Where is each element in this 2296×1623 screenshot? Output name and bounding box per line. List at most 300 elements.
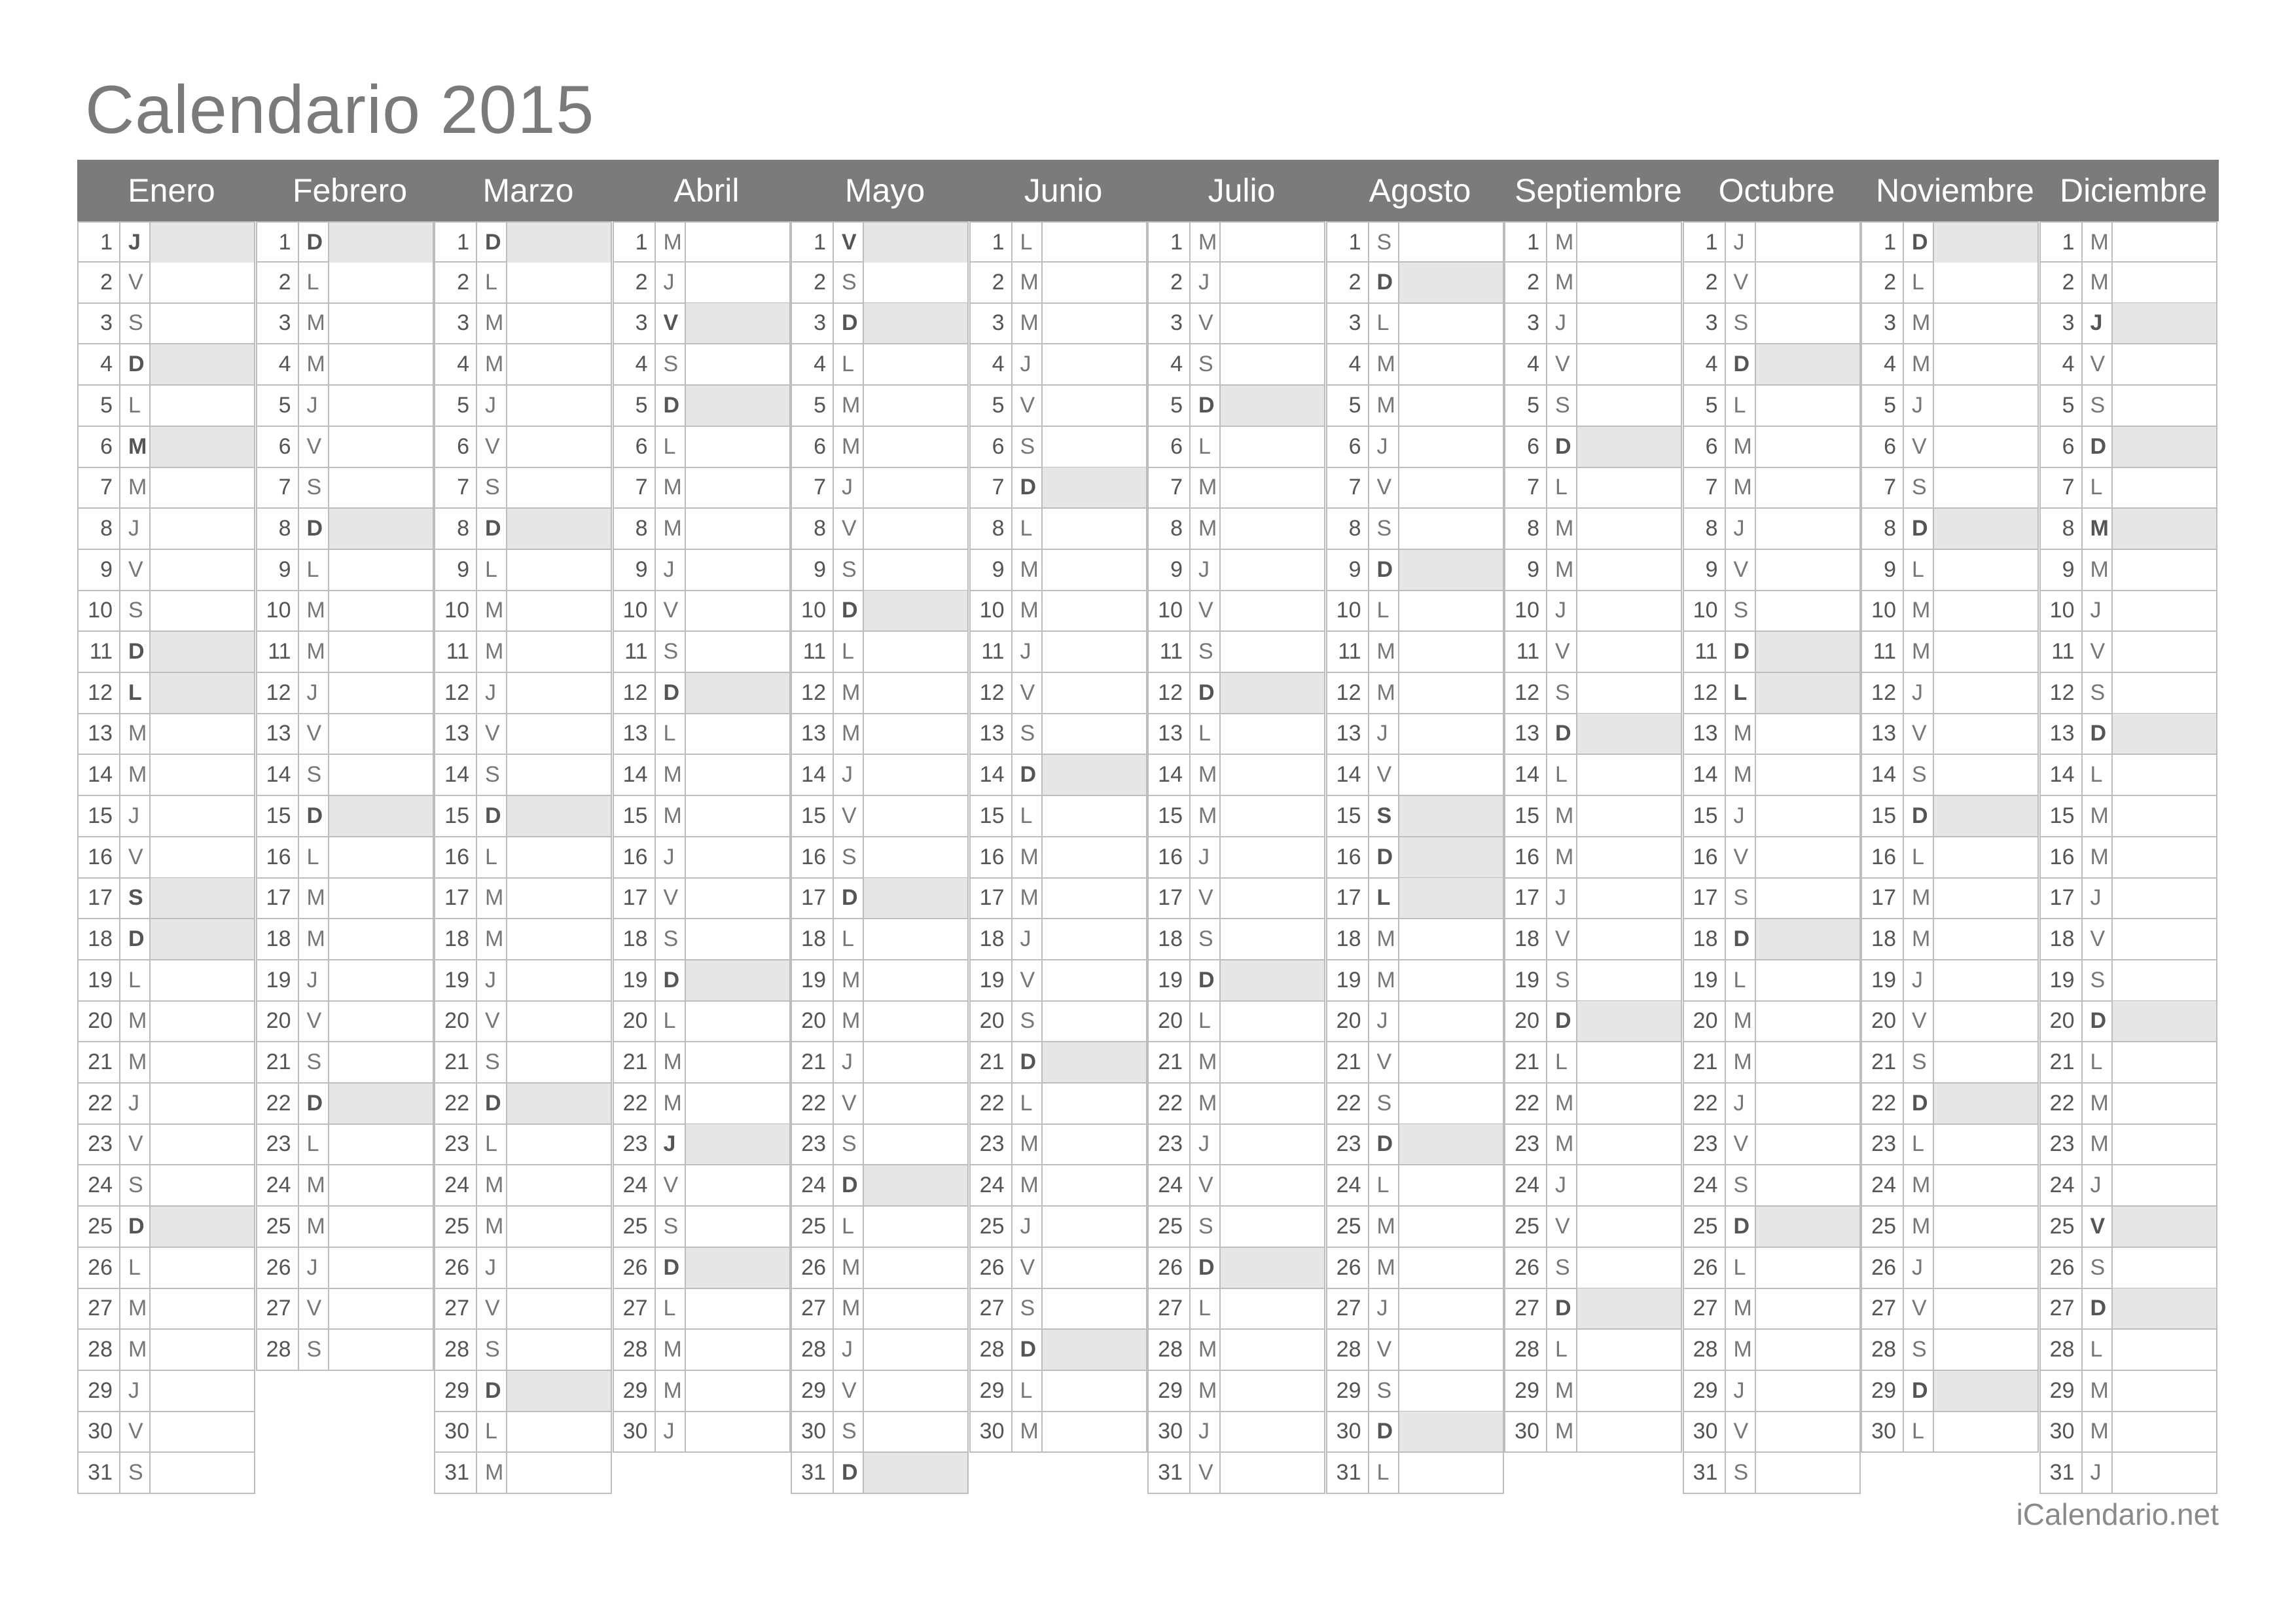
- day-cell: [434, 755, 612, 796]
- day-cell: [1861, 919, 2039, 960]
- note-space: [1221, 1371, 1324, 1411]
- note-space: [864, 755, 967, 795]
- weekday-letter: M: [1369, 673, 1399, 713]
- day-cell: [1504, 714, 1682, 755]
- weekday-letter: D: [834, 1165, 864, 1205]
- day-number: 16: [971, 837, 1013, 877]
- note-space: [329, 467, 433, 507]
- day-cell: [77, 1207, 255, 1248]
- day-number: 17: [1505, 878, 1547, 918]
- day-cell: [1683, 796, 1861, 837]
- day-cell: [969, 632, 1147, 673]
- day-number: 8: [257, 509, 299, 549]
- note-space: [1221, 796, 1324, 836]
- weekday-letter: D: [1191, 960, 1221, 1000]
- day-cell: [1683, 550, 1861, 591]
- note-space: [507, 1001, 611, 1041]
- day-cell: [1504, 1412, 1682, 1453]
- day-number: 14: [435, 755, 477, 795]
- day-cell: [1147, 1001, 1325, 1042]
- note-space: [1934, 386, 2037, 426]
- day-cell: [1861, 386, 2039, 427]
- day-number: 29: [435, 1371, 477, 1411]
- note-space: [1221, 1412, 1324, 1451]
- day-number: 2: [1505, 263, 1547, 302]
- day-number: 3: [1327, 303, 1369, 343]
- month-name-enero: Enero: [128, 172, 215, 209]
- weekday-letter: J: [1904, 960, 1934, 1000]
- day-cell: [1861, 550, 2039, 591]
- note-space: [1934, 1288, 2037, 1328]
- note-space: [329, 223, 433, 263]
- day-number: 11: [1684, 632, 1726, 672]
- day-cell: [791, 1124, 969, 1165]
- day-cell: [256, 427, 434, 468]
- day-cell: [1861, 878, 2039, 919]
- day-cell: [791, 673, 969, 714]
- day-number: 29: [614, 1371, 656, 1411]
- day-cell: [613, 673, 791, 714]
- day-cell: [791, 591, 969, 632]
- day-number: 20: [1327, 1001, 1369, 1041]
- weekday-letter: J: [1191, 263, 1221, 302]
- day-cell: [613, 1165, 791, 1207]
- weekday-letter: L: [477, 263, 507, 302]
- day-cell: [77, 1165, 255, 1207]
- day-cell: [1147, 960, 1325, 1002]
- month-name-marzo: Marzo: [482, 172, 574, 209]
- note-space: [864, 837, 967, 877]
- note-space: [686, 673, 789, 713]
- day-cell: [1683, 427, 1861, 468]
- weekday-letter: D: [1013, 755, 1043, 795]
- weekday-letter: M: [477, 1453, 507, 1493]
- weekday-letter: L: [1369, 1165, 1399, 1205]
- day-cell: [1147, 796, 1325, 837]
- day-cell: [1147, 837, 1325, 879]
- note-space: [151, 1288, 254, 1328]
- note-space: [329, 1001, 433, 1041]
- weekday-letter: M: [1904, 1207, 1934, 1247]
- day-cell: [434, 1124, 612, 1165]
- weekday-letter: M: [1369, 919, 1399, 959]
- note-space: [2113, 467, 2216, 507]
- day-cell: [1147, 263, 1325, 304]
- note-space: [2113, 1124, 2216, 1164]
- day-cell: [77, 263, 255, 304]
- weekday-letter: D: [1369, 1124, 1399, 1164]
- day-number: 18: [435, 919, 477, 959]
- day-cell: [2039, 673, 2217, 714]
- note-space: [1043, 1330, 1146, 1370]
- weekday-letter: S: [299, 1042, 329, 1082]
- day-cell: [1683, 221, 1861, 263]
- month-name-octubre: Octubre: [1718, 172, 1835, 209]
- day-number: 6: [435, 427, 477, 467]
- day-number: 11: [79, 632, 120, 672]
- note-space: [1577, 1288, 1681, 1328]
- weekday-letter: M: [834, 427, 864, 467]
- day-number: 3: [1505, 303, 1547, 343]
- weekday-letter: D: [1904, 796, 1934, 836]
- note-space: [507, 837, 611, 877]
- day-cell: [1504, 632, 1682, 673]
- day-number: 7: [1684, 467, 1726, 507]
- weekday-letter: M: [299, 1165, 329, 1205]
- day-cell: [1504, 1084, 1682, 1125]
- weekday-letter: M: [834, 960, 864, 1000]
- weekday-letter: L: [2083, 1042, 2113, 1082]
- day-cell: [1683, 467, 1861, 509]
- day-cell: [791, 344, 969, 386]
- weekday-letter: M: [2083, 1412, 2113, 1451]
- note-space: [1577, 303, 1681, 343]
- day-number: 17: [971, 878, 1013, 918]
- weekday-letter: S: [1904, 467, 1934, 507]
- note-space: [507, 673, 611, 713]
- day-number: 5: [2041, 386, 2083, 426]
- day-cell: [434, 509, 612, 550]
- day-number: 13: [1505, 714, 1547, 754]
- day-number: 27: [1505, 1288, 1547, 1328]
- day-number: 31: [79, 1453, 120, 1493]
- weekday-letter: V: [1726, 837, 1756, 877]
- note-space: [2113, 427, 2216, 467]
- weekday-letter: S: [656, 919, 686, 959]
- note-space: [151, 1453, 254, 1493]
- weekday-letter: V: [1191, 1165, 1221, 1205]
- day-cell: [613, 1330, 791, 1371]
- day-cell: [2039, 796, 2217, 837]
- day-number: 15: [1327, 796, 1369, 836]
- day-number: 18: [1862, 919, 1904, 959]
- note-space: [1221, 386, 1324, 426]
- note-space: [1221, 550, 1324, 590]
- day-cell: [1861, 303, 2039, 344]
- month-name-agosto: Agosto: [1369, 172, 1471, 209]
- day-cell: [969, 878, 1147, 919]
- weekday-letter: J: [834, 755, 864, 795]
- weekday-letter: L: [1369, 303, 1399, 343]
- weekday-letter: M: [1013, 591, 1043, 630]
- day-number: 19: [435, 960, 477, 1000]
- note-space: [1043, 1165, 1146, 1205]
- weekday-letter: J: [120, 1084, 151, 1123]
- day-cell: [256, 1207, 434, 1248]
- day-cell: [1504, 1165, 1682, 1207]
- day-cell: [1861, 837, 2039, 879]
- note-space: [1934, 755, 2037, 795]
- day-cell: [1861, 1042, 2039, 1084]
- weekday-letter: J: [1013, 344, 1043, 384]
- day-cell: [1147, 1248, 1325, 1289]
- note-space: [151, 919, 254, 959]
- weekday-letter: M: [1726, 1288, 1756, 1328]
- day-cell: [1326, 1248, 1504, 1289]
- note-space: [329, 1207, 433, 1247]
- weekday-letter: V: [1547, 1207, 1577, 1247]
- note-space: [1399, 509, 1503, 549]
- note-space: [1577, 263, 1681, 302]
- day-cell: [1683, 386, 1861, 427]
- weekday-letter: D: [1191, 386, 1221, 426]
- note-space: [2113, 1330, 2216, 1370]
- weekday-letter: S: [120, 878, 151, 918]
- day-number: 25: [79, 1207, 120, 1247]
- day-number: 10: [971, 591, 1013, 630]
- day-number: 8: [1149, 509, 1191, 549]
- day-cell: [77, 344, 255, 386]
- day-number: 12: [614, 673, 656, 713]
- day-number: 23: [1505, 1124, 1547, 1164]
- day-number: 5: [79, 386, 120, 426]
- note-space: [864, 1412, 967, 1451]
- note-space: [151, 878, 254, 918]
- weekday-letter: V: [120, 837, 151, 877]
- weekday-letter: M: [1013, 1124, 1043, 1164]
- note-space: [329, 303, 433, 343]
- day-number: 27: [79, 1288, 120, 1328]
- day-number: 15: [2041, 796, 2083, 836]
- day-cell: [1147, 344, 1325, 386]
- weekday-letter: D: [1904, 1084, 1934, 1123]
- note-space: [864, 263, 967, 302]
- day-cell: [791, 221, 969, 263]
- note-space: [1399, 386, 1503, 426]
- note-space: [2113, 1248, 2216, 1288]
- note-space: [1221, 223, 1324, 263]
- weekday-letter: L: [1904, 263, 1934, 302]
- note-space: [1399, 960, 1503, 1000]
- weekday-letter: V: [656, 878, 686, 918]
- note-space: [1221, 467, 1324, 507]
- note-space: [151, 960, 254, 1000]
- day-number: 27: [1327, 1288, 1369, 1328]
- day-number: 9: [435, 550, 477, 590]
- note-space: [1043, 1084, 1146, 1123]
- day-cell: [77, 1412, 255, 1453]
- weekday-letter: S: [1013, 1001, 1043, 1041]
- day-number: 2: [971, 263, 1013, 302]
- weekday-letter: V: [1369, 755, 1399, 795]
- day-number: 26: [257, 1248, 299, 1288]
- day-cell: [434, 1042, 612, 1084]
- weekday-letter: M: [1369, 386, 1399, 426]
- weekday-letter: M: [477, 1165, 507, 1205]
- day-cell: [1326, 344, 1504, 386]
- day-number: 28: [1327, 1330, 1369, 1370]
- day-number: 23: [971, 1124, 1013, 1164]
- note-space: [151, 427, 254, 467]
- note-space: [507, 1288, 611, 1328]
- day-cell: [1683, 1124, 1861, 1165]
- day-cell: [434, 1001, 612, 1042]
- weekday-letter: V: [834, 509, 864, 549]
- weekday-letter: V: [477, 427, 507, 467]
- note-space: [507, 223, 611, 263]
- day-number: 18: [1684, 919, 1726, 959]
- day-number: 25: [435, 1207, 477, 1247]
- day-cell: [791, 550, 969, 591]
- note-space: [2113, 1453, 2216, 1493]
- day-number: 19: [971, 960, 1013, 1000]
- note-space: [1221, 919, 1324, 959]
- day-cell: [1683, 878, 1861, 919]
- weekday-letter: D: [1904, 223, 1934, 263]
- day-cell: [969, 427, 1147, 468]
- note-space: [1043, 509, 1146, 549]
- day-cell: [791, 919, 969, 960]
- weekday-letter: L: [1904, 1124, 1934, 1164]
- weekday-letter: M: [477, 1207, 507, 1247]
- weekday-letter: D: [477, 1371, 507, 1411]
- day-number: 1: [614, 223, 656, 263]
- weekday-letter: L: [120, 1248, 151, 1288]
- day-cell: [1147, 1412, 1325, 1453]
- day-cell: [1861, 1330, 2039, 1371]
- note-space: [151, 550, 254, 590]
- day-cell: [1683, 714, 1861, 755]
- day-number: 26: [1862, 1248, 1904, 1288]
- day-number: 7: [1327, 467, 1369, 507]
- day-number: 17: [792, 878, 834, 918]
- note-space: [151, 1165, 254, 1205]
- day-number: 3: [1684, 303, 1726, 343]
- day-number: 21: [2041, 1042, 2083, 1082]
- day-number: 13: [257, 714, 299, 754]
- day-cell: [1504, 1288, 1682, 1330]
- day-cell: [256, 591, 434, 632]
- day-cell: [969, 1412, 1147, 1453]
- note-space: [1399, 1124, 1503, 1164]
- note-space: [1399, 1165, 1503, 1205]
- note-space: [507, 1207, 611, 1247]
- weekday-letter: V: [834, 1371, 864, 1411]
- day-cell: [434, 467, 612, 509]
- day-number: 30: [1327, 1412, 1369, 1451]
- day-cell: [1504, 509, 1682, 550]
- day-number: 11: [1327, 632, 1369, 672]
- weekday-letter: J: [1726, 1084, 1756, 1123]
- note-space: [1043, 1248, 1146, 1288]
- day-cell: [1683, 1412, 1861, 1453]
- day-cell: [1147, 1453, 1325, 1494]
- note-space: [1934, 796, 2037, 836]
- day-cell: [613, 755, 791, 796]
- weekday-letter: S: [1547, 1248, 1577, 1288]
- day-cell: [256, 550, 434, 591]
- weekday-letter: D: [1369, 837, 1399, 877]
- day-cell: [791, 386, 969, 427]
- note-space: [1577, 1412, 1681, 1451]
- weekday-letter: S: [834, 263, 864, 302]
- weekday-letter: M: [477, 303, 507, 343]
- note-space: [1043, 960, 1146, 1000]
- note-space: [1577, 1124, 1681, 1164]
- day-cell: [791, 755, 969, 796]
- weekday-letter: D: [834, 878, 864, 918]
- weekday-letter: L: [834, 1207, 864, 1247]
- day-number: 19: [1149, 960, 1191, 1000]
- day-number: 2: [257, 263, 299, 302]
- note-space: [1756, 1371, 1859, 1411]
- day-number: 24: [435, 1165, 477, 1205]
- day-number: 24: [1327, 1165, 1369, 1205]
- weekday-letter: M: [477, 591, 507, 630]
- note-space: [1756, 796, 1859, 836]
- day-cell: [1147, 591, 1325, 632]
- weekday-letter: M: [299, 591, 329, 630]
- day-cell: [256, 221, 434, 263]
- day-number: 3: [1149, 303, 1191, 343]
- note-space: [151, 1371, 254, 1411]
- note-space: [1934, 878, 2037, 918]
- day-cell: [1326, 1330, 1504, 1371]
- weekday-letter: M: [1369, 1248, 1399, 1288]
- day-cell: [969, 467, 1147, 509]
- note-space: [1043, 263, 1146, 302]
- day-number: 21: [971, 1042, 1013, 1082]
- day-cell: [1683, 1042, 1861, 1084]
- day-number: 17: [2041, 878, 2083, 918]
- note-space: [1934, 673, 2037, 713]
- day-cell: [1504, 591, 1682, 632]
- weekday-letter: M: [1013, 1165, 1043, 1205]
- day-cell: [434, 919, 612, 960]
- day-cell: [969, 1084, 1147, 1125]
- day-cell: [613, 1412, 791, 1453]
- weekday-letter: M: [120, 1001, 151, 1041]
- day-cell: [1147, 221, 1325, 263]
- day-number: 24: [792, 1165, 834, 1205]
- note-space: [1756, 1042, 1859, 1082]
- day-cell: [1504, 467, 1682, 509]
- weekday-letter: L: [2083, 467, 2113, 507]
- weekday-letter: L: [299, 1124, 329, 1164]
- note-space: [1756, 1165, 1859, 1205]
- note-space: [1399, 1248, 1503, 1288]
- note-space: [864, 1001, 967, 1041]
- note-space: [1756, 1124, 1859, 1164]
- note-space: [864, 632, 967, 672]
- weekday-letter: M: [1013, 263, 1043, 302]
- note-space: [1043, 1371, 1146, 1411]
- day-cell: [434, 714, 612, 755]
- day-cell: [2039, 714, 2217, 755]
- day-cell: [1326, 1124, 1504, 1165]
- day-cell: [2039, 878, 2217, 919]
- note-space: [1221, 344, 1324, 384]
- note-space: [1221, 837, 1324, 877]
- weekday-letter: S: [1369, 1371, 1399, 1411]
- note-space: [1577, 755, 1681, 795]
- weekday-letter: M: [656, 223, 686, 263]
- note-space: [507, 878, 611, 918]
- note-space: [1399, 263, 1503, 302]
- day-number: 4: [614, 344, 656, 384]
- weekday-letter: D: [1726, 1207, 1756, 1247]
- day-cell: [77, 878, 255, 919]
- day-number: 13: [1327, 714, 1369, 754]
- note-space: [1934, 1412, 2037, 1451]
- day-cell: [1147, 550, 1325, 591]
- weekday-letter: L: [299, 837, 329, 877]
- note-space: [864, 303, 967, 343]
- day-cell: [77, 960, 255, 1002]
- day-cell: [1326, 509, 1504, 550]
- day-cell: [791, 632, 969, 673]
- day-cell: [2039, 919, 2217, 960]
